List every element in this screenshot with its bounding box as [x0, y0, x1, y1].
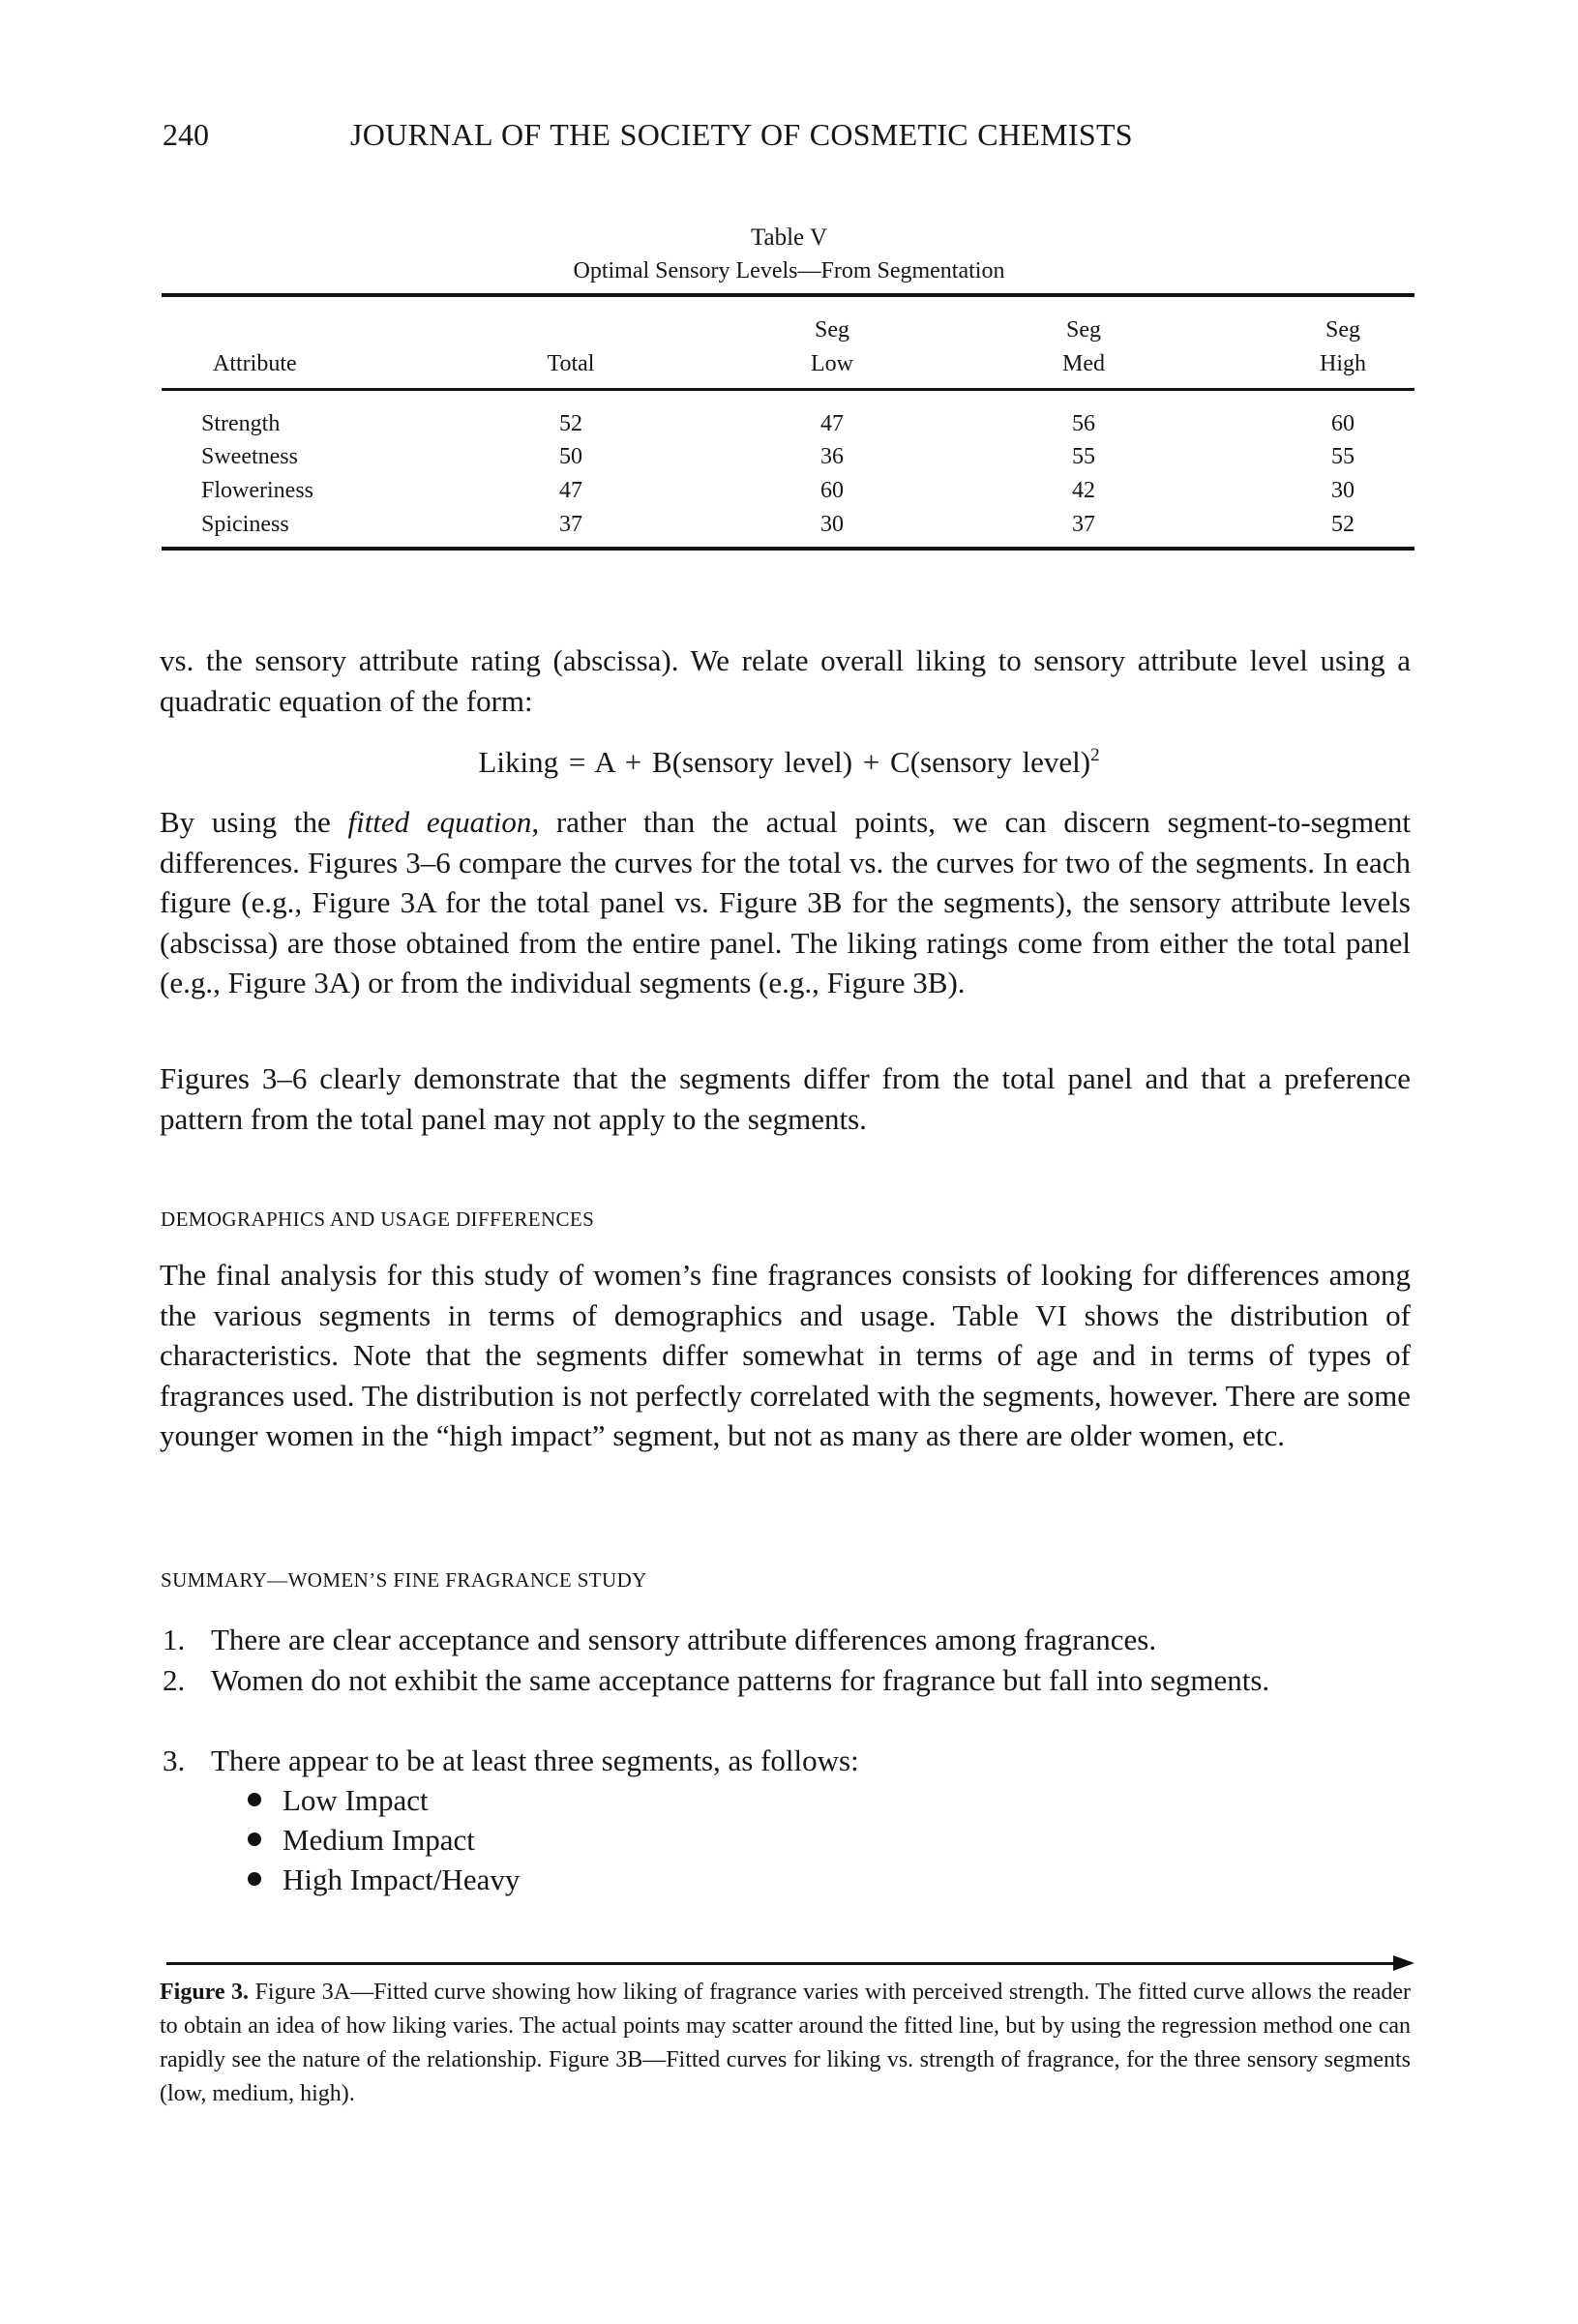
- arrow-right-icon: [1393, 1955, 1414, 1971]
- cell-seg-low: 60: [820, 478, 844, 503]
- paragraph-demographics: The final analysis for this study of women’s fine fragrances consists of looking for differences among the various segments in terms of demographics and usage. Table VI shows the distribution of characteristics. Note that the segments differ somewhat in terms of age and in terms of types of fragrances used. The distribution is not perfectly correlated with the segments, however. There are some younger women in the “high impact” segment, but not as many as there are older women, etc.: [160, 1258, 1411, 1453]
- column-header-seg-med-line2: Med: [1062, 351, 1105, 376]
- cell-seg-high: 60: [1331, 411, 1355, 436]
- cell-seg-med: 56: [1072, 411, 1095, 436]
- cell-seg-low: 36: [820, 444, 844, 469]
- cell-seg-high: 30: [1331, 478, 1355, 503]
- cell-total: 52: [559, 411, 582, 436]
- journal-title: JOURNAL OF THE SOCIETY OF COSMETIC CHEMISTS: [350, 117, 1133, 152]
- equation-text: Liking = A + B(sensory level) + C(sensory level): [478, 745, 1091, 779]
- cell-seg-low: 47: [820, 411, 844, 436]
- bullet-icon: [248, 1872, 261, 1886]
- column-header-seg-high-line1: Seg: [1325, 317, 1360, 343]
- column-header-seg-low-line2: Low: [811, 351, 853, 376]
- equation: [0, 743, 1578, 782]
- column-header-seg-low-line1: Seg: [815, 317, 849, 343]
- cell-seg-med: 37: [1072, 512, 1095, 537]
- section-heading-demographics: DEMOGRAPHICS AND USAGE DIFFERENCES: [161, 1207, 595, 1231]
- table-top-rule: [162, 293, 1414, 297]
- section-heading-summary: SUMMARY—WOMEN’S FINE FRAGRANCE STUDY: [161, 1568, 647, 1592]
- bullet-icon: [248, 1832, 261, 1846]
- equation-exponent: 2: [1090, 745, 1100, 765]
- list-number: 1.: [163, 1623, 186, 1656]
- list-number: 2.: [163, 1663, 186, 1697]
- column-header-total: Total: [547, 351, 595, 376]
- figure-label: Figure 3.: [160, 1980, 250, 2005]
- paragraph-text: By using the: [160, 805, 348, 839]
- table-subtitle: Optimal Sensory Levels—From Segmentation: [573, 258, 1005, 283]
- cell-seg-med: 55: [1072, 444, 1095, 469]
- table-title: Table V: [750, 224, 828, 251]
- cell-total: 47: [559, 478, 582, 503]
- bullet-item: High Impact/Heavy: [283, 1862, 521, 1896]
- cell-seg-med: 42: [1072, 478, 1095, 503]
- figure-caption-text: Figure 3A—Fitted curve showing how liking of fragrance varies with perceived strength. The fitted curve allows the reader to obtain an idea of how liking varies. The actual points may scatter around the fitted line, but by using the regression method one can rapidly see the nature of the relationship. Figure 3B—Fitted curves for liking vs. strength of fragrance, for the three sensory segments (low, medium, high).: [160, 1980, 1412, 2106]
- row-label: Floweriness: [201, 478, 313, 503]
- cell-total: 50: [559, 444, 582, 469]
- row-label: Sweetness: [201, 444, 298, 469]
- bullet-item: Medium Impact: [283, 1823, 475, 1857]
- page-number: 240: [163, 117, 209, 152]
- italic-term: fitted equation,: [347, 805, 540, 839]
- list-item: There are clear acceptance and sensory attribute differences among fragrances.: [211, 1623, 1157, 1656]
- paragraph-intro: vs. the sensory attribute rating (abscissa). We relate overall liking to sensory attribute level using a quadratic equation of the form:: [160, 643, 1411, 718]
- bullet-item: Low Impact: [283, 1783, 429, 1817]
- table-header-rule: [162, 388, 1414, 391]
- row-label: Spiciness: [201, 512, 289, 537]
- list-item: There appear to be at least three segments, as follows:: [211, 1743, 859, 1777]
- row-label: Strength: [201, 411, 281, 436]
- paragraph-figures-conclusion: Figures 3–6 clearly demonstrate that the segments differ from the total panel and that a preference pattern from the total panel may not apply to the segments.: [160, 1061, 1411, 1136]
- paragraph-text: rather than the actual points, we can discern segment-to-segment differences. Figures 3–6 compare the curves for the total vs. the curves for two of the segments. In each figure (e.g., Figure 3A for the total panel vs. Figure 3B for the segments), the sensory attribute levels (abscissa) are those obtained from the entire panel. The liking ratings come from either the total panel (e.g., Figure 3A) or from the individual segments (e.g., Figure 3B).: [160, 805, 1412, 1000]
- cell-seg-high: 55: [1331, 444, 1355, 469]
- list-item: Women do not exhibit the same acceptance patterns for fragrance but fall into segments.: [211, 1663, 1270, 1697]
- paragraph-fitted-equation: [160, 802, 1411, 1003]
- figure-divider-rule: [166, 1962, 1395, 1965]
- column-header-attribute: Attribute: [213, 351, 297, 376]
- figure-caption: [160, 1976, 1411, 2111]
- cell-seg-low: 30: [820, 512, 844, 537]
- column-header-seg-med-line1: Seg: [1066, 317, 1101, 343]
- cell-seg-high: 52: [1331, 512, 1355, 537]
- column-header-seg-high-line2: High: [1320, 351, 1366, 376]
- table-bottom-rule: [162, 547, 1414, 551]
- cell-total: 37: [559, 512, 582, 537]
- list-number: 3.: [163, 1743, 186, 1777]
- bullet-icon: [248, 1793, 261, 1806]
